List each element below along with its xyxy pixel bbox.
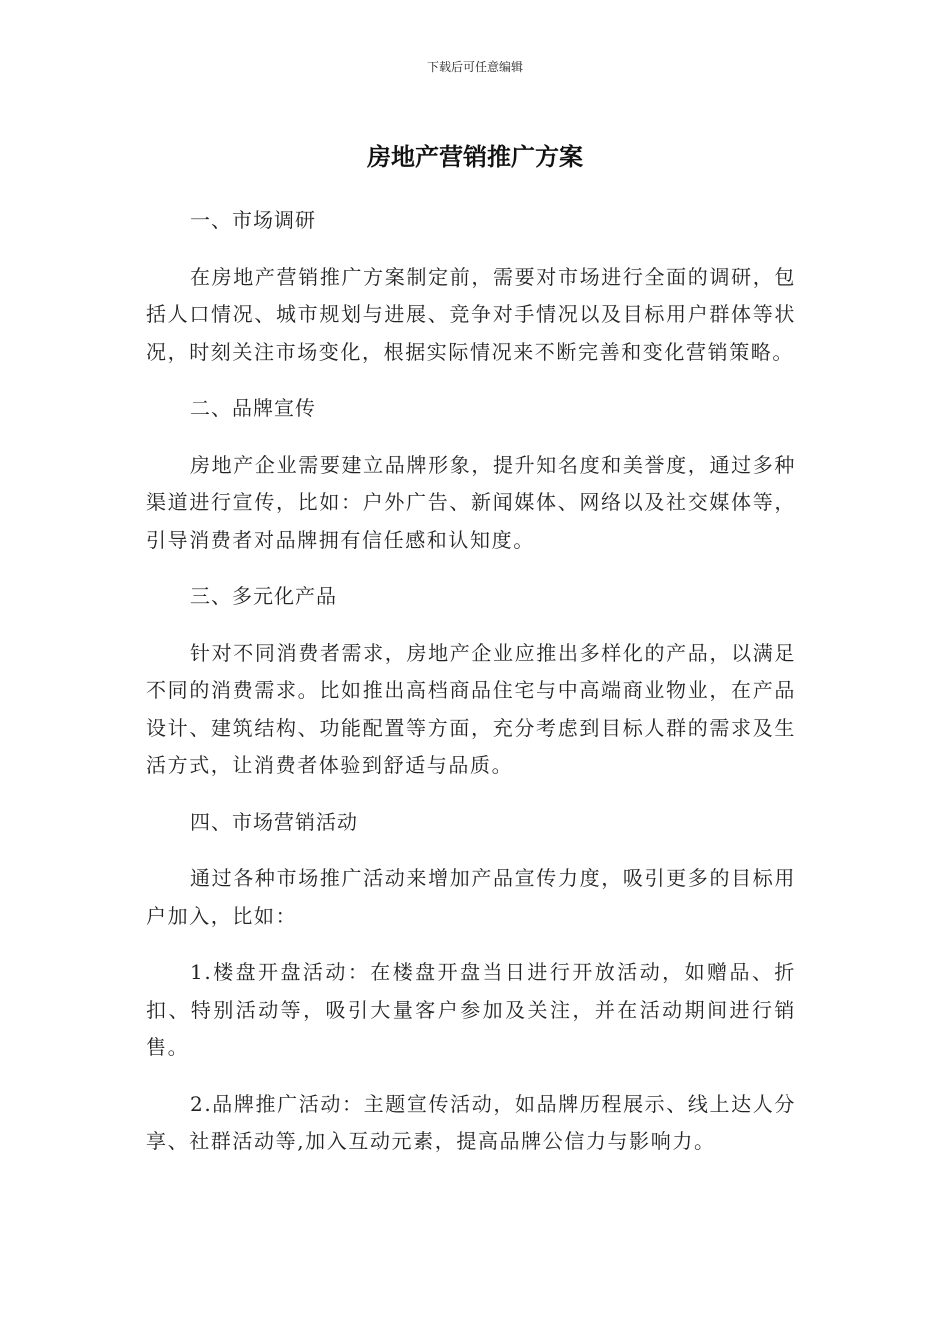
header-note: 下载后可任意编辑 bbox=[426, 60, 523, 74]
section-heading-market-research: 一、市场调研 bbox=[190, 208, 316, 232]
list-item-brand-event: 2.品牌推广活动：主题宣传活动，如品牌历程展示、线上达人分享、社群活动等,加入互动元素，提高品牌公信力与影响力。 bbox=[146, 1091, 796, 1153]
section-text-diversified-products: 针对不同消费者需求，房地产企业应推出多样化的产品，以满足不同的消费需求。比如推出高档商品住宅与中高端商业物业，在产品设计、建筑结构、功能配置等方面，充分考虑到目标人群的需求及生活方式，让消费者体验到舒适与品质。 bbox=[146, 640, 796, 777]
section-text-marketing-activities: 通过各种市场推广活动来增加产品宣传力度，吸引更多的目标用户加入，比如： bbox=[146, 866, 796, 928]
document-body bbox=[146, 202, 796, 1180]
section-text-brand-promotion: 房地产企业需要建立品牌形象，提升知名度和美誉度，通过多种渠道进行宣传，比如：户外广告、新闻媒体、网络以及社交媒体等，引导消费者对品牌拥有信任感和认知度。 bbox=[146, 452, 796, 552]
section-text-market-research: 在房地产营销推广方案制定前，需要对市场进行全面的调研，包括人口情况、城市规划与进展、竞争对手情况以及目标用户群体等状况，时刻关注市场变化，根据实际情况来不断完善和变化营销策略。 bbox=[146, 264, 796, 364]
document-title: 房地产营销推广方案 bbox=[367, 143, 583, 171]
section-heading-diversified-products: 三、多元化产品 bbox=[190, 584, 337, 608]
section-heading-marketing-activities: 四、市场营销活动 bbox=[190, 809, 358, 834]
section-heading-brand-promotion: 二、品牌宣传 bbox=[190, 396, 316, 420]
list-item-opening-event: 1.楼盘开盘活动：在楼盘开盘当日进行开放活动，如赠品、折扣、特别活动等，吸引大量客户参加及关注，并在活动期间进行销售。 bbox=[146, 960, 796, 1059]
